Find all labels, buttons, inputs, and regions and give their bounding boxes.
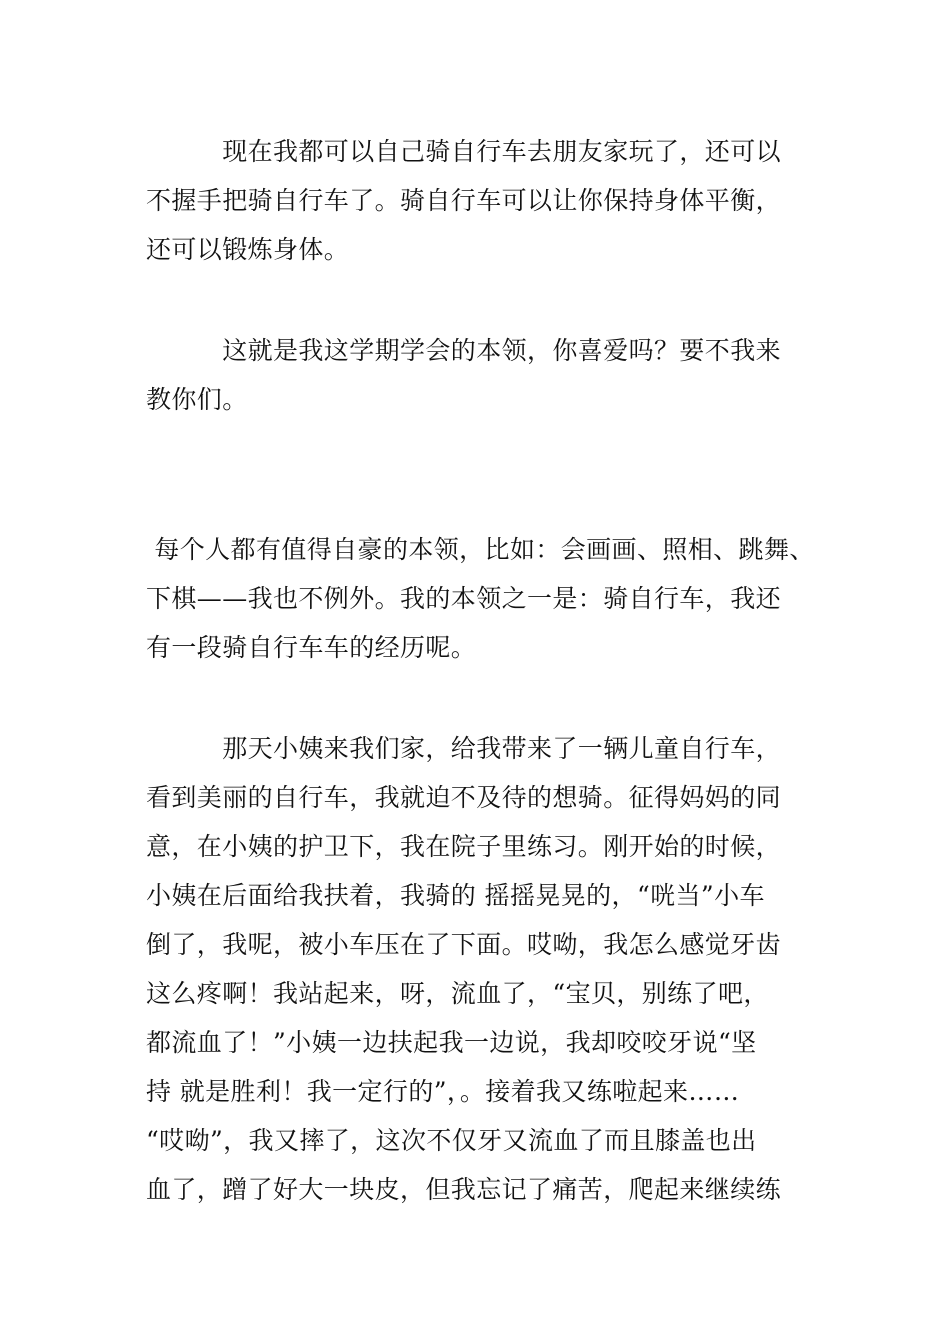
text-line: 不握手把骑自行车了。骑自行车可以让你保持身体平衡， (146, 186, 782, 215)
text-line: 这就是我这学期学会的本领，你喜爱吗？要不我来 (146, 336, 782, 365)
text-line: 都流血了！”小姨一边扶起我一边说，我却咬咬牙说“坚 (146, 1028, 757, 1057)
text-line: 有一段骑自行车车的经历呢。 (146, 633, 477, 662)
text-line: 现在我都可以自己骑自行车去朋友家玩了，还可以 (146, 137, 782, 166)
text-line: 那天小姨来我们家，给我带来了一辆儿童自行车， (146, 734, 782, 763)
text-line: 还可以锻炼身体。 (146, 235, 350, 264)
text-line: 下棋——我也不例外。我的本领之一是：骑自行车，我还 (146, 584, 782, 613)
text-line: 教你们。 (146, 385, 248, 414)
text-line: 小姨在后面给我扶着，我骑的 摇摇晃晃的，“咣当”小车 (146, 881, 765, 910)
text-line: 意，在小姨的护卫下，我在院子里练习。刚开始的时候， (146, 832, 782, 861)
text-line: 血了，蹭了好大一块皮，但我忘记了痛苦，爬起来继续练 (146, 1175, 782, 1204)
text-line: 看到美丽的自行车，我就迫不及待的想骑。征得妈妈的同 (146, 783, 782, 812)
text-line: 这么疼啊！我站起来，呀，流血了，“宝贝，别练了吧， (146, 979, 769, 1008)
text-line: 倒了，我呢，被小车压在了下面。哎呦，我怎么感觉牙齿 (146, 930, 782, 959)
text-line: 持 就是胜利！我一定行的”，。接着我又练啦起来…… (146, 1077, 740, 1106)
text-line: 每个人都有值得自豪的本领，比如：会画画、照相、跳舞、 (146, 535, 815, 564)
text-line: “哎呦”，我又摔了，这次不仅牙又流血了而且膝盖也出 (146, 1126, 757, 1155)
